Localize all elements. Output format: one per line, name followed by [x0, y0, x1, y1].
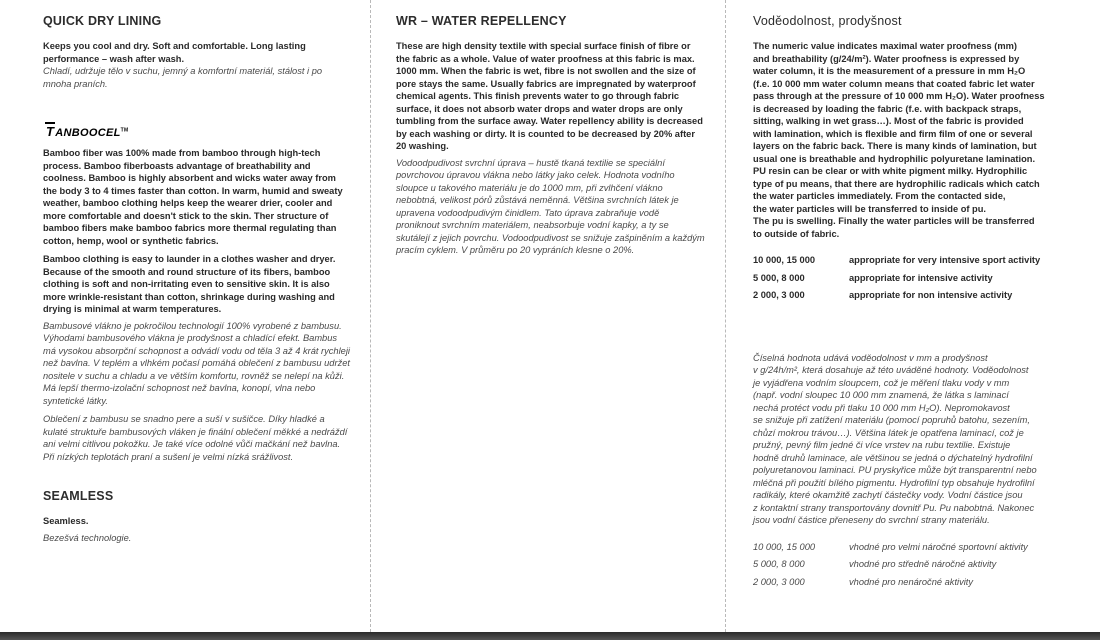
text-line: the water particles will be transferred to inside of pu.: [753, 203, 986, 214]
column-quick-dry: [0, 0, 370, 632]
seamless-text-cs: Bezešvá technologie.: [43, 532, 132, 543]
table-row: [753, 574, 1028, 592]
waterproofness-text-en: [753, 40, 1076, 240]
text-line: sitting, walking in wet grass…). Most of the fabric is provided: [753, 116, 1024, 126]
text-line: to outside of fabric.: [753, 228, 840, 239]
waterproofness-text-cs: [753, 352, 1076, 527]
text-line: hodně druhů laminace, ale většinou se jedná o dýchatelný hydrofilní: [753, 452, 1033, 463]
table-row: [753, 556, 1028, 574]
rating-value: 5 000, 8 000: [753, 272, 805, 283]
bamboo-text-cs-1: Bambusové vlákno je pokročilou technologií 100% vyrobené z bambusu. Výhodami bambusového vlákna je prodyšnost a chladící efekt. Bambus má vysokou absorpční schopnost a odvádí vodu od těla 3 až 4 krát rychleji než bavlna. V teplém a vlhkém počasí pomáhá oblečení z bambusu udržet nositele v suchu a chladu a ve větším komfortu, rovněž se nelepí na kůži. Má lepší thermo-izolační schopnost než bavlna, konopí, vlna nebo syntetické látky.: [43, 320, 350, 406]
rating-value: 5 000, 8 000: [753, 559, 805, 569]
rating-value: 10 000, 15 000: [753, 541, 816, 552]
rating-label: vhodné pro velmi náročné sportovní aktivity: [849, 541, 1028, 552]
wr-text-en: These are high density textile with special surface finish of fibre or the fabric as a whole. Value of water proofness at this fabric is max. 1000 mm. When the fabric is wet, fibre is not swollen and the size of pore stays the same. Usually fabrics are impregnated by waterproof chemical agents. This finish prevents water to go through fabric surface, it does not absorb water drops and water drops are only tumbling from the surface away. Water repellency ability is decreased by each washing or dirty. It is counted to be decreased by 20% after 20 washing.: [396, 41, 703, 151]
text-line: radikály, které okamžitě zachytí částečky vody. Vodní částice jsou: [753, 490, 1023, 500]
column-waterproofness: [725, 0, 1100, 632]
wr-heading: WR – WATER REPELLENCY: [396, 14, 567, 28]
rating-label: appropriate for intensive activity: [849, 272, 993, 283]
seamless-heading: SEAMLESS: [43, 489, 114, 503]
rating-label: appropriate for non intensive activity: [849, 290, 1013, 300]
text-line: with lamination, which is flexible and firm film of one or several: [753, 128, 1033, 139]
quick-dry-text-en: Keeps you cool and dry. Soft and comfortable. Long lasting performance – wash after wash.: [43, 41, 306, 64]
text-line: PU resin can be clear or with white pigment milky. Hydrophilic: [753, 166, 1028, 176]
text-line: is decreased by loading the fabric (f.e. with backpack straps,: [753, 103, 1022, 114]
table-row: [753, 270, 1040, 288]
text-line: mléčná při použití bílého pigmentu. Hydrofilní typ obsahuje hydrofilní: [753, 477, 1035, 488]
text-line: Číselná hodnota udává voděodolnost v mm a prodyšnost: [753, 352, 988, 363]
text-line: pass through at the pressure of 10 000 mm H₂O). Water proofness: [753, 91, 1045, 101]
bamboo-text-en-2: Bamboo clothing is easy to launder in a clothes washer and dryer. Because of the smooth and round structure of its fibers, bamboo clothing is soft and non-irritating even to sensitive skin. It is also more wrinkle-resistant than cotton, shrinkage during washing and drying is minimal at warm temperatures.: [43, 254, 336, 314]
column-water-repellency: [370, 0, 725, 632]
tanboocel-logo: TANBOOCEL™: [46, 124, 129, 139]
seamless-text-en: Seamless.: [43, 516, 89, 526]
text-line: z kontaktní strany transportovány dovnitř Pu. Pu nabobtná. Nakonec: [753, 502, 1035, 513]
wr-text-cs: Vodoodpudivost svrchní úprava – hustě tkaná textilie se speciální povrchovou úpravou vlákna nebo látky jako celek. Hodnota vodního sloupce u takového materiálu je do 1000 mm, při zvlhčení vlákno nebobtná, velikost pórů zůstává neměnná. Většina svrchních látek je upravena vodoodpudivým činidlem. Tato úprava zabraňuje vodě proniknout svrchním materiálem, neabsorbuje vodní kapky, a ty se skutálejí z jejich povrchu. Vodoodpudivost se snižuje zašpiněním a každým pracím cyklem. V průměru po 20 vypráních klesne o 20%.: [396, 157, 705, 255]
text-line: usual one is breathable and hydrophilic polyuretane lamination.: [753, 153, 1036, 164]
text-line: The numeric value indicates maximal water proofness (mm): [753, 41, 1018, 51]
text-line: the water particles immediately. From the contacted side,: [753, 191, 1006, 201]
ratings-table-en: [753, 252, 1040, 305]
table-row: [753, 287, 1040, 305]
waterproofness-heading: Voděodolnost, prodyšnost: [753, 14, 902, 28]
rating-label: vhodné pro středně náročné aktivity: [849, 559, 997, 569]
text-line: v g/24h/m², která dosahuje až této uváděné hodnoty. Voděodolnost: [753, 365, 1029, 375]
rating-value: 10 000, 15 000: [753, 255, 816, 265]
text-line: pružný, pevný film jedné či více vrstev na rubu textilie. Existuje: [753, 440, 1011, 450]
rating-label: vhodné pro nenáročné aktivity: [849, 576, 974, 587]
table-row: [753, 539, 1028, 557]
rating-value: 2 000, 3 000: [753, 290, 805, 300]
bottom-bar: [0, 632, 1100, 640]
text-line: and breathability (g/24/m²). Water proofness is expressed by: [753, 53, 1020, 64]
ratings-table-cs: [753, 539, 1028, 592]
bamboo-text-en-1: Bamboo fiber was 100% made from bamboo through high-tech process. Bamboo fiberboasts advantage of breathability and coolness. Bamboo is highly absorbent and wicks water away from the body 3 to 4 times faster than cotton. In warm, humid and sweaty weather, bamboo clothing helps keep the wearer drier, cooler and more comfortable and doesn't stick to the skin. Ther structure of bamboo fibers make bamboo fabrics more thermal regulating than cotton, hemp, wool or synthetic fabrics.: [43, 148, 343, 246]
quick-dry-heading: QUICK DRY LINING: [43, 14, 162, 28]
bamboo-text-cs-2: Oblečení z bambusu se snadno pere a suší v sušičce. Díky hladké a kulaté struktuře bambusových vláken je finální oblečení měkké a nedráždí ani velmi citlivou pokožku. Je také více odolné vůči mačkání než bavlna. Při nízkých teplotách praní a sušení je velmi nízká srážlivost.: [43, 414, 348, 462]
text-line: (f.e. 10 000 mm water column means that coated fabric let water: [753, 78, 1035, 89]
rating-label: appropriate for very intensive sport activity: [849, 255, 1041, 265]
text-line: (např. vodní sloupec 10 000 mm znamená, že látka s laminací: [753, 390, 1009, 400]
text-line: jsou vodní částice přeneseny do svrchní strany materiálu.: [753, 515, 990, 525]
text-line: polyuretanovou laminaci. PU pryskyřice může být transparentní nebo: [753, 465, 1037, 475]
text-line: type of pu means, that there are hydrophilic radicals which catch: [753, 178, 1040, 189]
table-row: [753, 252, 1040, 270]
text-line: nechá protéct vodu při tlaku 10 000 mm H₂O). Nepromokavost: [753, 402, 1010, 413]
quick-dry-text-cs: Chladí, udržuje tělo v suchu, jemný a komfortní materiál, stálost i po mnoha praních.: [43, 66, 323, 89]
text-line: je vyjádřena vodním sloupcem, což je měření tlaku vody v mm: [753, 377, 1010, 388]
text-line: chůzí mokrou trávou…). Většina látek je opatřena laminací, což je: [753, 427, 1024, 438]
text-line: The pu is swelling. Finally the water particles will be transferred: [753, 216, 1035, 226]
text-line: water column, it is the measurement of a pressure in mm H₂O: [753, 66, 1026, 76]
text-line: layers on the fabric back. There is many kinds of lamination, but: [753, 141, 1037, 151]
rating-value: 2 000, 3 000: [753, 576, 805, 587]
text-line: se snižuje při zatížení materiálu (pomocí popruhů batohu, sezením,: [753, 415, 1030, 425]
